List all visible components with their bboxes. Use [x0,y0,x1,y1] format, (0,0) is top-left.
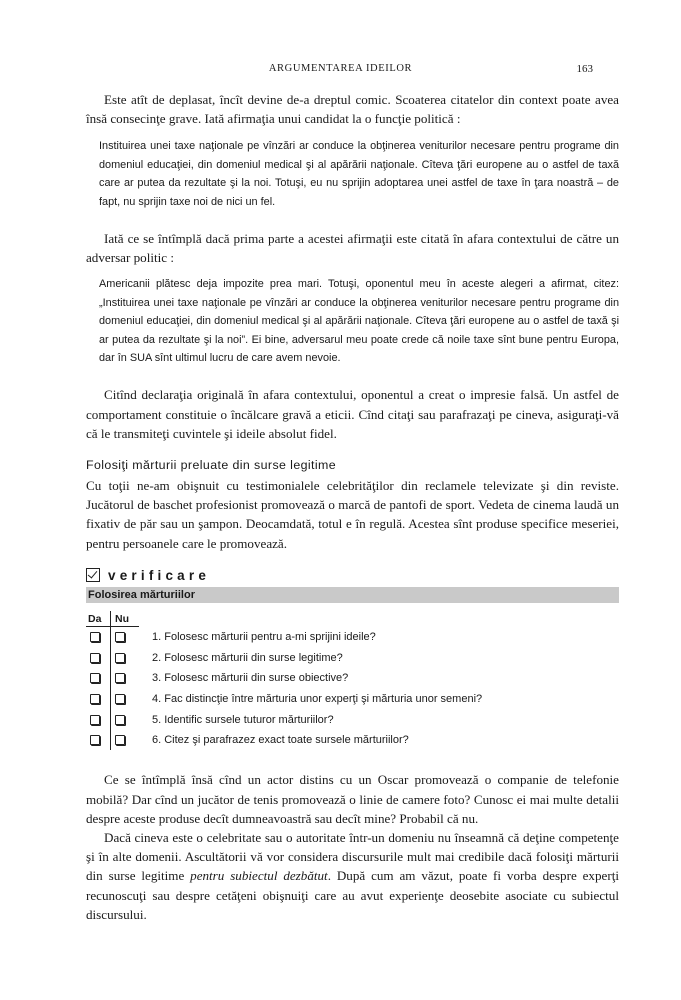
quote-original-statement: Instituirea unei taxe naţionale pe vînzări ar conduce la obţinerea veniturilor necesare pentru programe din domeniul educaţiei, din domeniul medical şi al apărării naţionale. Cîteva ţări europene au o astfel de taxă care ar putea da rezultate şi la noi. Totuşi, eu nu sprijin adoptarea unei astfel de taxe în ţara noastră – de fapt, nu sprijin taxe noi de nici un fel. [99,140,619,208]
checklist-item: 4. Fac distincţie între mărturia unor experţi şi mărturia unor semeni? [152,692,483,705]
checklist-item: 2. Folosesc mărturii din surse legitime? [152,651,343,664]
paragraph-false-impression: Citînd declaraţia originală în afara contextului, oponentul a creat o impresie falsă. Un astfel de comportament constituie o încălcare gravă a eticii. Cînd citaţi sau parafrazaţi pe cineva, asiguraţi-vă că le transmiteţi cuvintele şi ideile absolut fidel. [86,387,619,441]
page-content [86,90,619,924]
checklist-row [86,709,619,730]
checklist-row [86,730,619,751]
empty-checkbox-icon[interactable] [90,653,100,663]
empty-checkbox-icon[interactable] [115,673,125,683]
paragraph-credibility [86,828,619,924]
checkbox-checked-icon [86,568,100,582]
paragraph-intro: Este atît de deplasat, încît devine de-a dreptul comic. Scoaterea citatelor din context poate avea însă consecinţe grave. Iată afirmaţia unui candidat la o funcţie politică : [86,92,619,127]
checklist-table [86,611,619,751]
checklist-item: 5. Identific sursele tuturor mărturiilor? [152,713,334,726]
checklist-item: 6. Citez şi parafrazez exact toate sursele mărturiilor? [152,734,409,747]
running-title: ARGUMENTAREA IDEILOR [268,63,413,74]
empty-checkbox-icon[interactable] [115,735,125,745]
section-title: Folosiţi mărturii preluate din surse legitime [86,458,337,473]
checklist-row [86,627,619,648]
checklist-row [86,689,619,710]
paragraph-out-of-context: Iată ce se întîmplă dacă prima parte a acestei afirmaţii este citată în afara contextului de către un adversar politic : [86,231,619,266]
checklist-title-bar: Folosirea mărturiilor [86,587,619,603]
checklist-columns [86,611,619,627]
empty-checkbox-icon[interactable] [90,673,100,683]
emphasis-subject: pentru subiectul dezbătut [190,868,328,884]
empty-checkbox-icon[interactable] [90,632,100,642]
checklist-item: 3. Folosesc mărturii din surse obiective? [152,672,349,685]
empty-checkbox-icon[interactable] [115,653,125,663]
checklist-row [86,668,619,689]
paragraph-credibility-part1: Dacă cineva este o celebritate sau o autoritate într-un domeniu nu înseamnă că deţine competenţe şi în alte domenii. Ascultătorii vă vor considera discursurile mult mai credibile dacă folosiţi mărturii din surse legitime [86,830,619,884]
paragraph-celebrity: Ce se întîmplă însă cînd un actor distins cu un Oscar promovează o companie de telefonie mobilă? Dar cînd un jucător de tenis promovează o linie de camere foto? Cunosc ei mai multe detalii despre aceste produse decît dumneavoastră sau decît mine? Probabil că nu. [86,772,619,826]
checklist-header [86,568,619,583]
checklist-heading: verificare [108,567,211,583]
checklist-box [86,568,619,751]
paragraph-credibility-part2: . După cum am văzut, poate fi vorba despre experţi recunoscuţi sau despre cetăţeni obişnuiţi care au avut experienţe deosebite asociate cu subiectul discursului. [86,868,619,922]
page-number: 163 [576,63,593,75]
empty-checkbox-icon[interactable] [90,694,100,704]
empty-checkbox-icon[interactable] [90,735,100,745]
checklist-row [86,647,619,668]
empty-checkbox-icon[interactable] [115,694,125,704]
column-no: Nu [110,611,139,627]
empty-checkbox-icon[interactable] [115,632,125,642]
checklist-item: 1. Folosesc mărturii pentru a-mi sprijini ideile? [152,631,376,644]
column-yes: Da [86,611,110,627]
empty-checkbox-icon[interactable] [90,715,100,725]
paragraph-testimonials: Cu toţii ne-am obişnuit cu testimonialele celebrităţilor din reclamele televizate şi din reviste. Jucătorul de baschet profesionist promovează o marcă de pantofi de sport. Vedeta de cinema laudă un fixativ de păr sau un şampon. Deocamdată, totul e în regulă. Acestea sînt produse specifice meseriei, pentru persoanele care le promovează. [86,478,619,551]
empty-checkbox-icon[interactable] [115,715,125,725]
quote-adversary-statement: Americanii plătesc deja impozite prea mari. Totuşi, oponentul meu în aceste alegeri a afirmat, citez: „Instituirea unei taxe naţionale pe vînzări ar conduce la obţinerea veniturilor necesare pentru programe din domeniul educaţiei, din domeniul medical şi al apărării naţionale. Cîteva ţări europene au o astfel de taxă şi ar putea da rezultate şi la noi”. Ei bine, adversarul meu poate crede că noile taxe sînt bune pentru Europa, dar în SUA sînt ultimul lucru de care avem nevoie. [99,278,619,365]
